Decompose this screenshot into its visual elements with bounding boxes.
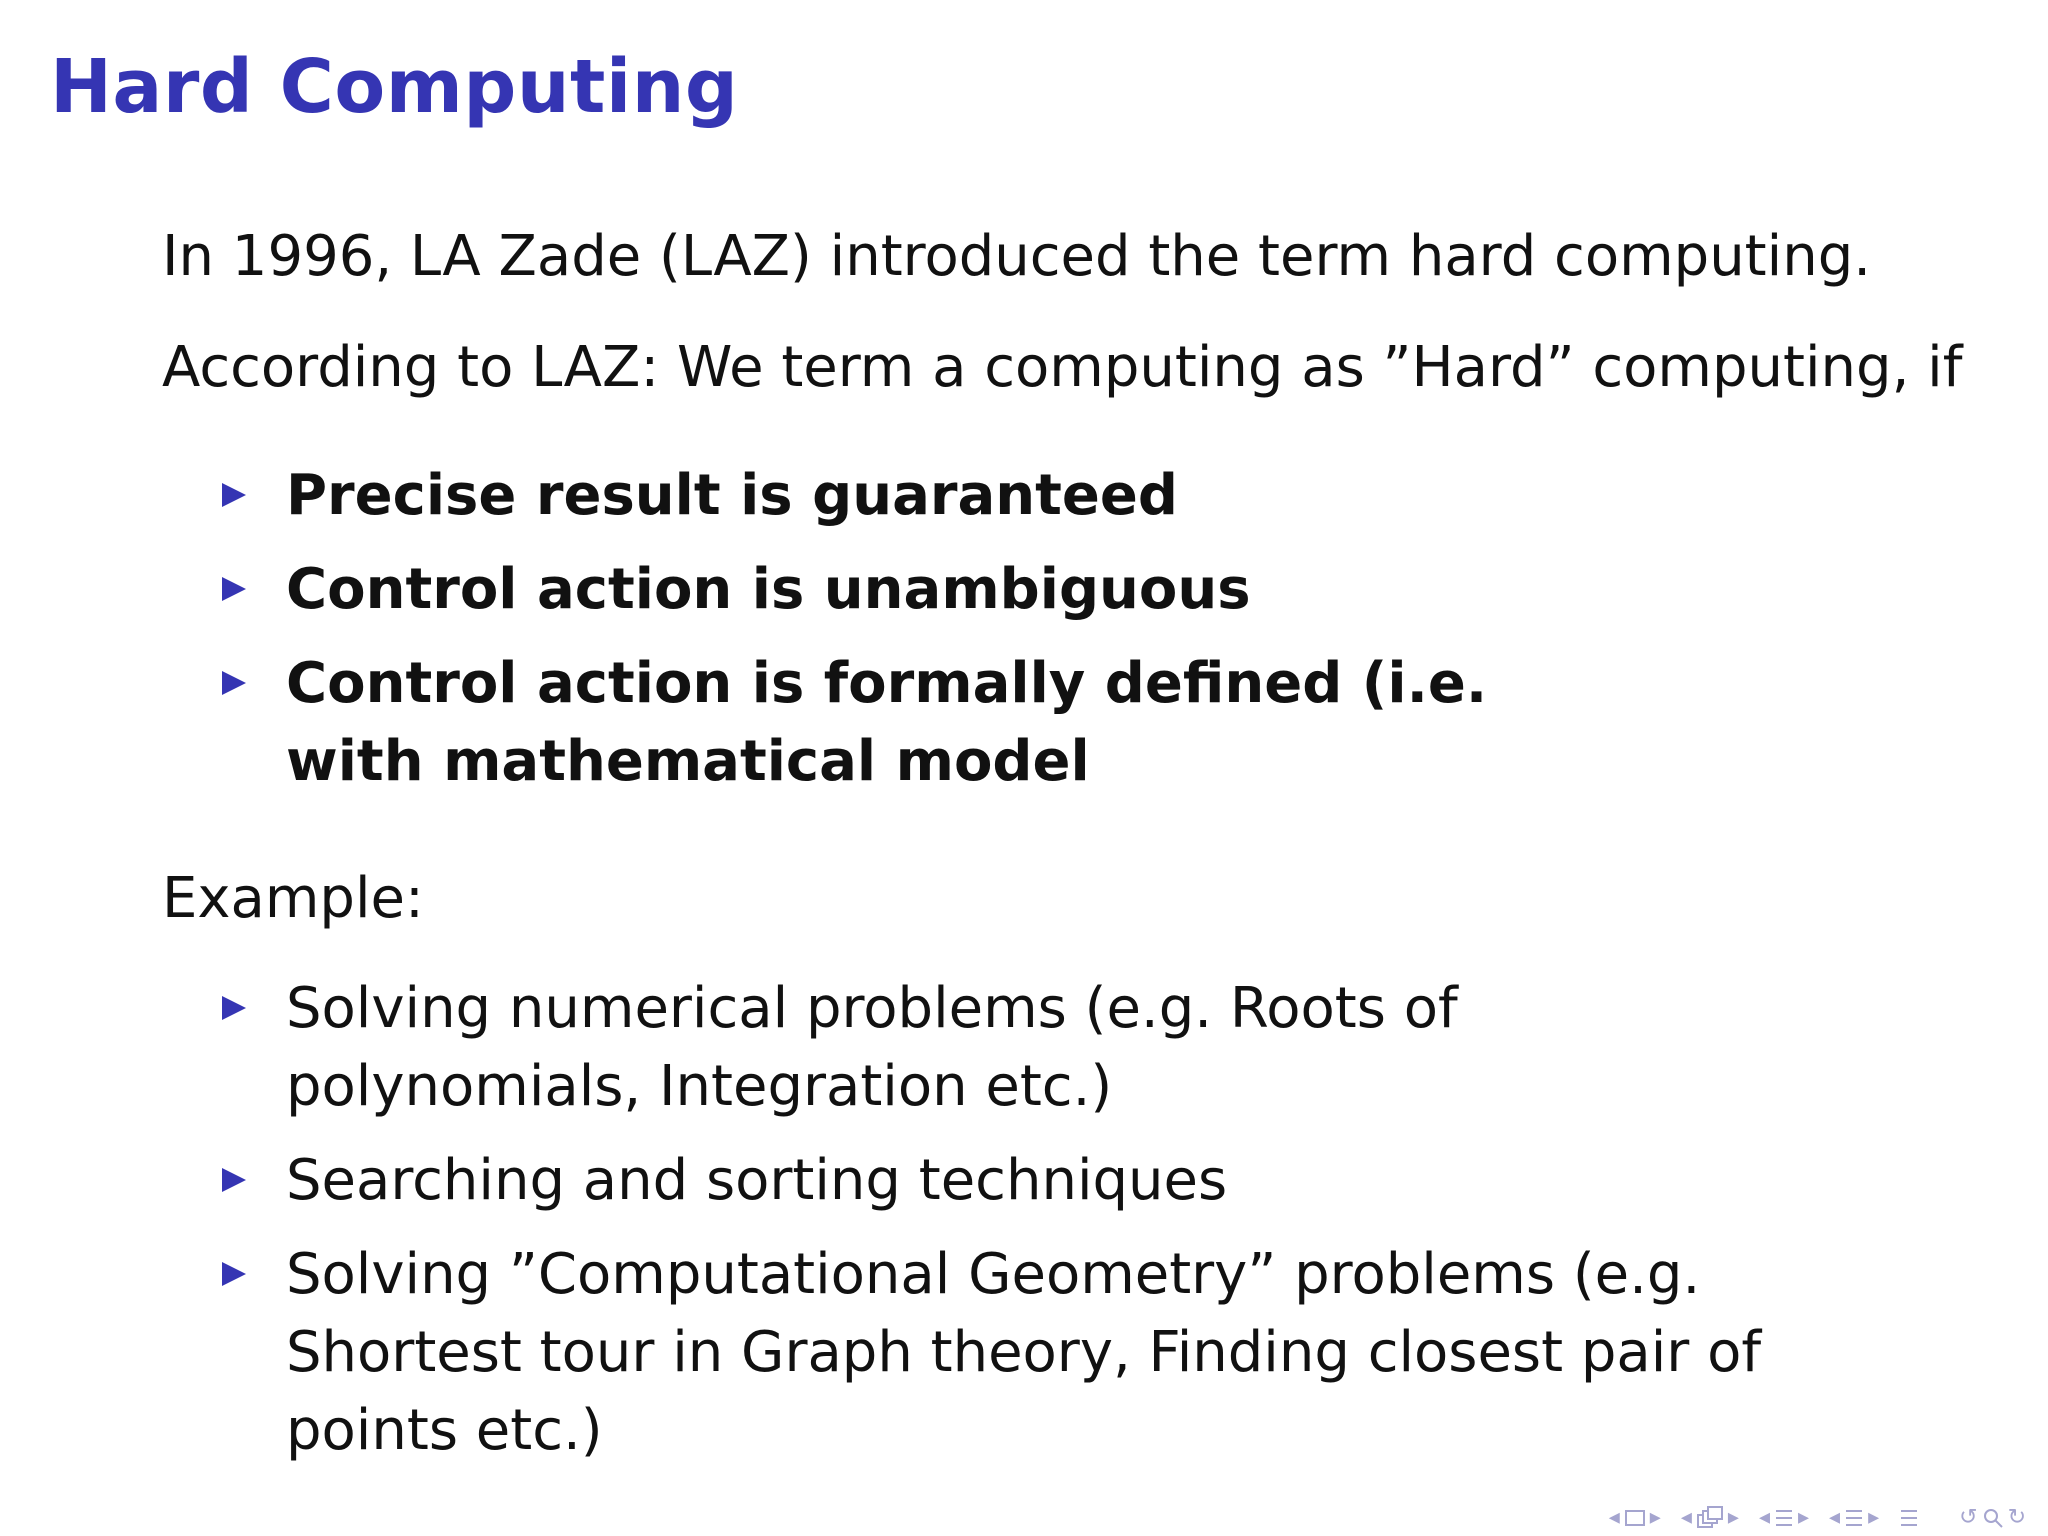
back-icon[interactable]: ↺ — [1959, 1505, 1978, 1530]
subsection-icon[interactable] — [1696, 1506, 1724, 1530]
list-item — [222, 1236, 1886, 1470]
frame-icon[interactable] — [1624, 1509, 1646, 1527]
slide-title: Hard Computing — [50, 44, 739, 130]
list-item — [222, 970, 1746, 1126]
list-item — [222, 1142, 1866, 1220]
bullet-triangle-icon — [222, 483, 246, 507]
subsubsection-next-icon[interactable]: ▸ — [1868, 1505, 1880, 1530]
align-nav — [1899, 1507, 1919, 1529]
bullet-triangle-icon — [222, 671, 246, 695]
intro-paragraph: In 1996, LA Zade (LAZ) introduced the term hard computing. — [162, 224, 1872, 289]
subsection-prev-icon[interactable]: ◂ — [1680, 1505, 1692, 1530]
example-text: Solving numerical problems (e.g. Roots of polynomials, Integration etc.) — [286, 976, 1458, 1119]
subsection-nav — [1681, 1505, 1739, 1530]
definition-lead: According to LAZ: We term a computing as ”Hard” computing, if — [162, 335, 1963, 400]
frame-nav — [1609, 1505, 1661, 1530]
section-icon[interactable] — [1774, 1507, 1794, 1529]
bullet-triangle-icon — [222, 577, 246, 601]
list-item — [222, 551, 1866, 629]
examples-list — [222, 970, 1886, 1470]
condition-text: Precise result is guaranteed — [286, 463, 1178, 528]
subsubsection-nav — [1829, 1505, 1879, 1530]
subsubsection-prev-icon[interactable]: ◂ — [1829, 1505, 1841, 1530]
beamer-navigation-bar — [1599, 1505, 2026, 1530]
subsubsection-icon[interactable] — [1844, 1507, 1864, 1529]
forward-icon[interactable]: ↻ — [2007, 1505, 2026, 1530]
example-text: Searching and sorting techniques — [286, 1148, 1228, 1213]
example-label: Example: — [162, 866, 424, 931]
bullet-triangle-icon — [222, 996, 246, 1020]
conditions-list — [222, 457, 1866, 801]
section-nav — [1759, 1505, 1809, 1530]
section-next-icon[interactable]: ▸ — [1797, 1505, 1810, 1530]
section-prev-icon[interactable]: ◂ — [1758, 1505, 1770, 1530]
list-item — [222, 645, 1586, 801]
subsection-next-icon[interactable]: ▸ — [1727, 1505, 1739, 1530]
list-item — [222, 457, 1866, 535]
condition-text: Control action is formally defined (i.e. with mathematical model — [286, 651, 1488, 794]
condition-text: Control action is unambiguous — [286, 557, 1251, 622]
history-nav — [1959, 1505, 2026, 1530]
search-icon[interactable] — [1982, 1507, 2004, 1529]
frame-next-icon[interactable]: ▸ — [1649, 1505, 1661, 1530]
bullet-triangle-icon — [222, 1262, 246, 1286]
align-icon[interactable] — [1899, 1507, 1919, 1529]
frame-prev-icon[interactable]: ◂ — [1608, 1505, 1620, 1530]
bullet-triangle-icon — [222, 1168, 246, 1192]
example-text: Solving ”Computational Geometry” problems (e.g. Shortest tour in Graph theory, Finding closest pair of points etc.) — [286, 1242, 1762, 1463]
